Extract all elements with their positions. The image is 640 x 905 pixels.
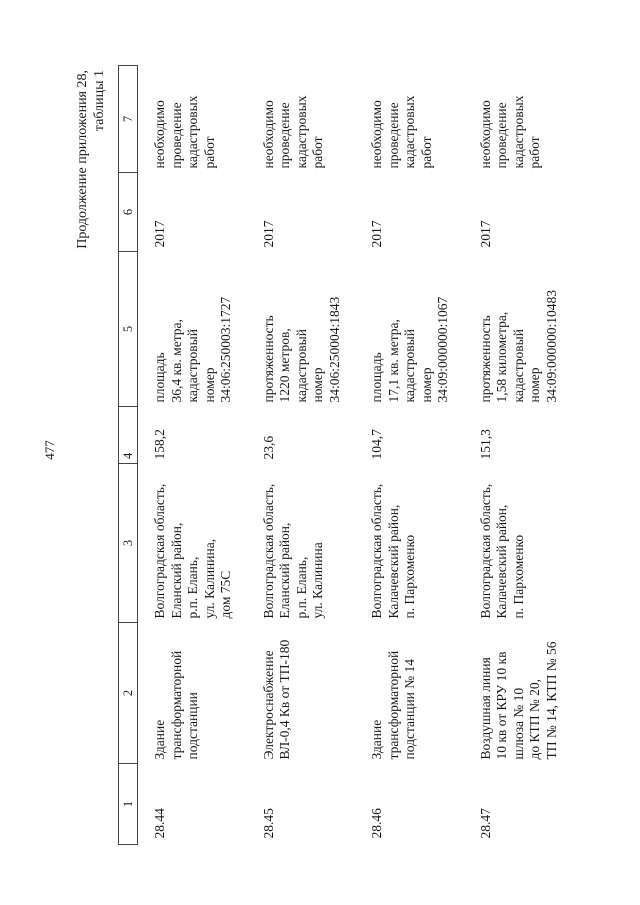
table-row [355, 66, 464, 845]
column-header-7: 7 [119, 66, 138, 173]
object-value: 158,2 [152, 429, 167, 460]
row-number: 28.46 [369, 808, 384, 839]
table-header-row [119, 66, 138, 845]
object-year: 2017 [152, 220, 167, 248]
object-name: Воздушная линия 10 кв от КРУ 10 кв шлюза № 10 до КТП № 20, ТП № 14, КТП № 56 [477, 641, 559, 760]
row-number: 28.45 [260, 808, 276, 839]
column-header-2: 2 [119, 623, 138, 764]
object-name: Электроснабжение ВЛ-0,4 Кв от ТП-180 [260, 639, 292, 760]
object-value: 23,6 [260, 435, 276, 460]
object-note: необходимо проведение кадастровых работ [477, 95, 542, 169]
object-note: необходимо проведение кадастровых работ [260, 95, 325, 169]
object-characteristics: площадь 17,1 кв. метра, кадастровый номер 34:09:000000:1067 [369, 296, 450, 403]
object-address: Волгоградская область, Калачевский район, п. Пархоменко [369, 483, 417, 619]
object-characteristics: площадь 36,4 кв. метра, кадастровый номер 34:06:250003:1727 [152, 296, 233, 403]
object-year: 2017 [369, 220, 384, 248]
object-value: 151,3 [477, 429, 493, 460]
table-row [247, 66, 356, 845]
object-year: 2017 [477, 220, 493, 248]
object-address: Волгоградская область, Еланский район, р.п. Елань, ул. Калинина [260, 483, 325, 619]
object-note: необходимо проведение кадастровых работ [152, 95, 217, 169]
table-row [138, 66, 247, 845]
object-characteristics: протяженность 1,58 километра, кадастровый номер 34:09:000000:10483 [477, 289, 559, 403]
object-characteristics: протяженность 1220 метров, кадастровый номер 34:06:250004:1843 [260, 296, 342, 403]
object-note: необходимо проведение кадастровых работ [369, 95, 434, 169]
column-header-3: 3 [119, 464, 138, 623]
row-number: 28.47 [477, 808, 493, 839]
object-year: 2017 [260, 220, 276, 248]
object-name: Здание трансформаторной подстанции № 14 [369, 650, 417, 760]
object-value: 104,7 [369, 429, 384, 460]
page-number: 477 [42, 440, 57, 460]
column-header-4: 4 [119, 407, 138, 464]
object-address: Волгоградская область, Калачевский район, п. Пархоменко [477, 483, 526, 619]
table-row [464, 66, 573, 845]
object-address: Волгоградская область, Еланский район, р.п. Елань, ул. Калинина, дом 75С [152, 483, 233, 619]
column-header-6: 6 [119, 173, 138, 252]
continuation-label: Продолжение приложения 28, таблицы 1 [75, 70, 107, 249]
column-header-1: 1 [119, 764, 138, 845]
property-table [118, 65, 572, 845]
row-number: 28.44 [152, 808, 167, 839]
column-header-5: 5 [119, 252, 138, 407]
object-name: Здание трансформаторной подстанции [152, 650, 200, 760]
